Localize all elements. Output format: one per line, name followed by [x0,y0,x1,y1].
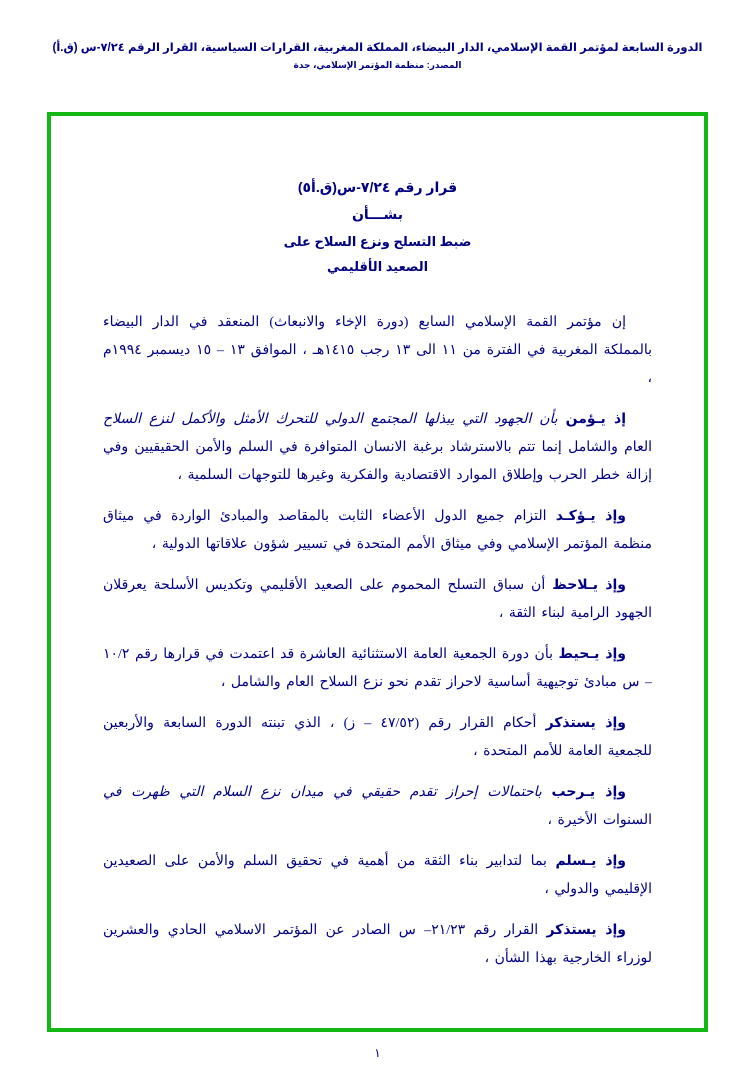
paragraph [103,309,652,393]
paragraph-lead: وإذ يـلاحظ [552,576,626,593]
paragraph-italic: بأن الجهود التي يبذلها المجتمع الدولي للتحرك الأمثل والأكمل لنزع السلاح [103,412,558,428]
paragraph [103,501,652,559]
paragraph-text: العام والشامل إنما تتم بالاسترشاد برغبة الانسان المتوافرة في السلم والأمن الحقيقيين وفي إزالة خطر الحرب وإطلاق الموارد الاقتصادية والفكرية وغيرها للتوجهات السلمية ، [103,440,652,484]
paragraph [103,777,652,835]
subject-line-1: ضبط التسلح ونزع السلاح على [283,233,472,249]
paragraph-lead: وإذ يـحيط [558,645,626,662]
paragraph-lead: وإذ يـؤكـد [555,507,626,524]
paragraph [103,708,652,766]
page-header [0,0,755,71]
paragraph [103,570,652,628]
paragraph-text: بما لتدابير بناء الثقة من أهمية في تحقيق السلم والأمن على الصعيدين الإقليمي والدولي ، [103,854,652,898]
subject-line-2: الصعيد الأقليمي [326,258,429,274]
paragraph-text: أحكام القرار رقم (٤٧/٥٢ – ز) ، الذي تبنته الدورة السابعة والأربعين للجمعية العامة للأمم المتحدة ، [103,716,652,760]
paragraph-lead: إذ يـؤمن [565,410,626,427]
regarding-label: بشـــأن [351,206,404,223]
title-block [103,174,652,279]
paragraph-text: السنوات الأخيرة ، [547,813,652,829]
paragraph-text: أن سباق التسلح المحموم على الصعيد الأقليمي وتكديس الأسلحة يعرقلان الجهود الرامية لبناء الثقة ، [103,578,652,622]
paragraph-italic: باحتمالات إحراز تقدم حقيقي في ميدان نزع السلام التي ظهرت في [103,785,542,801]
paragraph [103,915,652,973]
paragraph-lead: وإذ يستذكر [546,921,627,938]
paragraph [103,846,652,904]
paragraph-lead: وإذ يـسلم [555,852,627,869]
paragraph-lead: وإذ يستذكر [545,714,626,731]
paragraph-text: بأن دورة الجمعية العامة الاستثنائية العاشرة قد اعتمدت في قرارها رقم ١٠/٢ – س مبادئ توجيهية أساسية لاحراز تقدم نحو نزع السلاح العام والشامل ، [103,647,652,691]
document-frame [47,112,708,1032]
document-body [51,116,704,1028]
paragraph-text: التزام جميع الدول الأعضاء الثابت بالمقاصد والمبادئ الواردة في ميثاق منظمة المؤتمر الإسلامي وفي ميثاق الأمم المتحدة في تسيير شؤون علاقاتها الدولية ، [103,509,652,553]
paragraph-lead: وإذ يـرحب [551,783,626,800]
page-number: ١ [374,1046,381,1060]
paragraph-text: إن مؤتمر القمة الإسلامي السابع (دورة الإخاء والانبعاث) المنعقد في الدار البيضاء بالمملكة المغربية في الفترة من ١١ الى ١٣ رجب ١٤١٥هـ ، الموافق ١٣ – ١٥ ديسمبر ١٩٩٤م ، [103,315,652,387]
paragraph-text: القرار رقم ٢١/٢٣– س الصادر عن المؤتمر الاسلامي الحادي والعشرين لوزراء الخارجية بهذا الشأن ، [103,923,652,967]
header-source: المصدر: منظمة المؤتمر الإسلامي، جدة [293,60,462,71]
paragraph [103,639,652,697]
header-title: الدورة السابعة لمؤتمر القمة الإسلامي، الدار البيضاء، المملكة المغربية، القرارات السياسية، القرار الرقم ٧/٢٤-س (ق.أ) [52,42,703,54]
paragraph-list [103,309,652,973]
resolution-number: قرار رقم ٧/٢٤-س(ق.أ٥) [297,179,458,195]
paragraph [103,404,652,490]
